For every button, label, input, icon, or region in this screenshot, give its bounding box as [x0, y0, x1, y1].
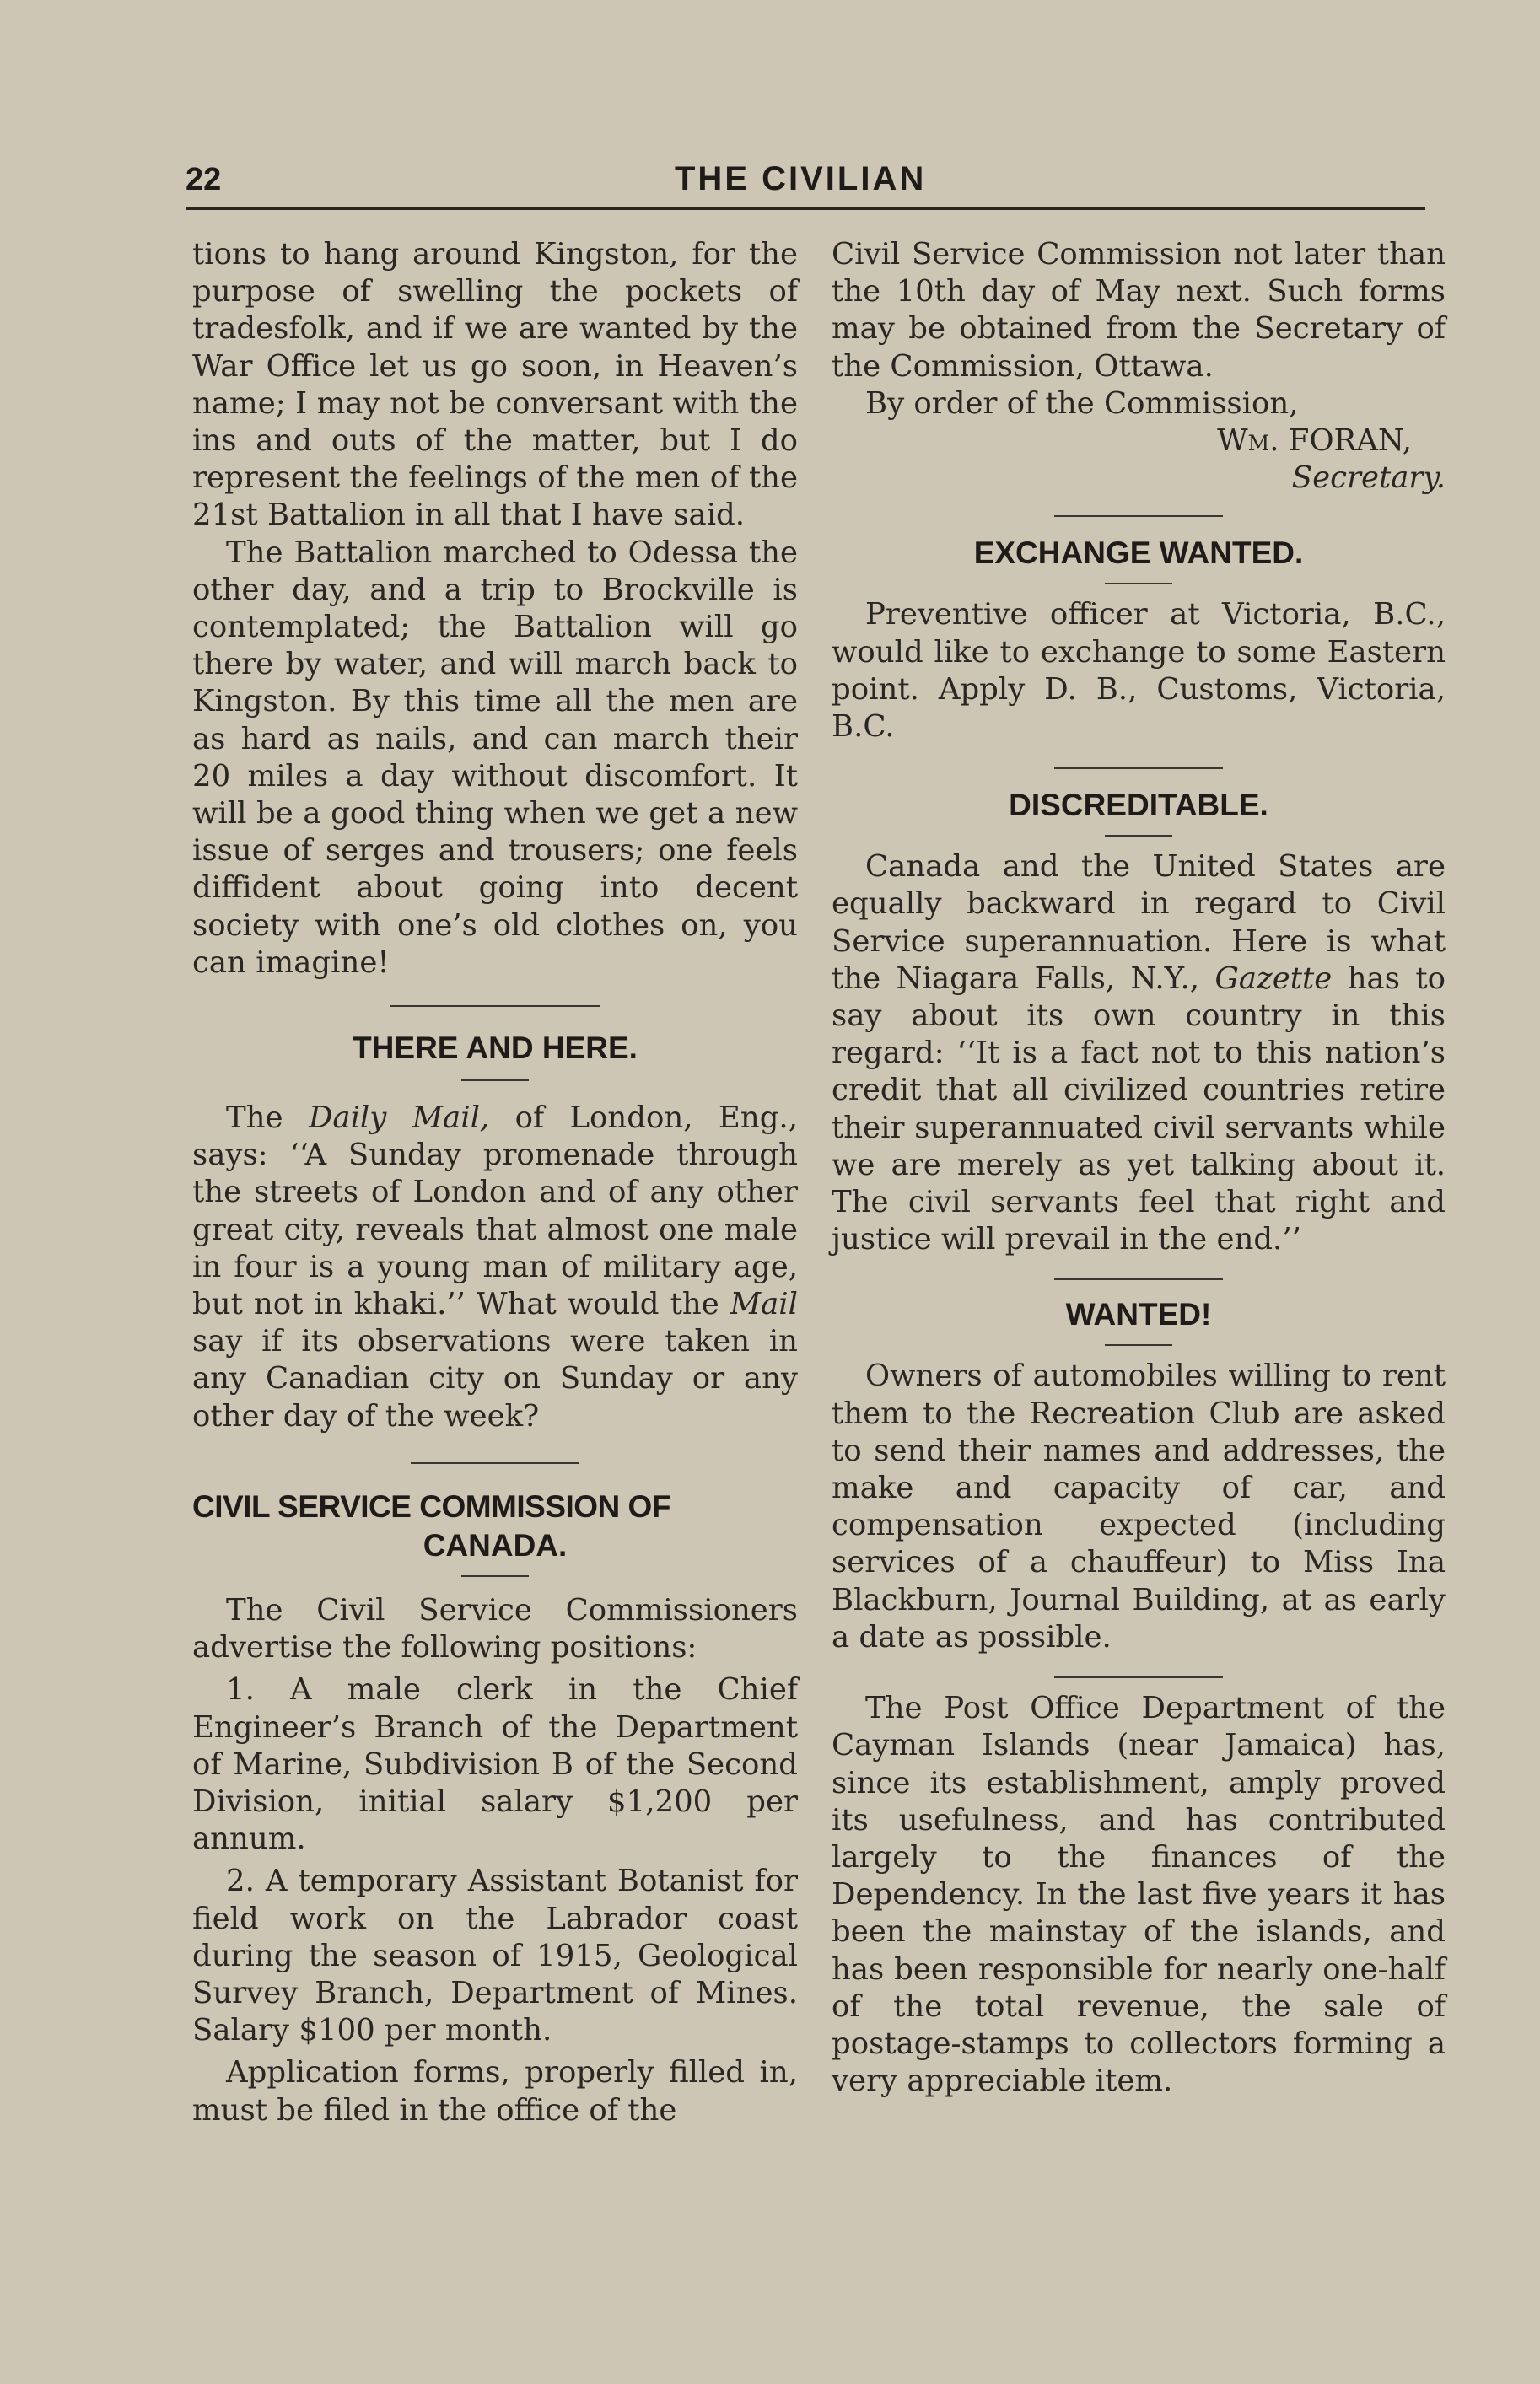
signature-title: Secretary. — [1291, 460, 1446, 496]
heading-underline — [461, 1079, 529, 1081]
by-order-line: By order of the Commission, — [865, 385, 1299, 421]
battalion-paragraph: The Battalion marched to Odessa the other day, and a trip to Brockville is contemplated; the Battalion will go there by water, and will march back to Kingston. By this time all the men are as hard as nails, and can march their 20 miles a day without discomfort. It will be a good thing when we get a new issue of serges and trousers; one feels diffident about going into decent society with one’s old clothes on, you can imagine! — [192, 535, 798, 980]
heading-underline — [461, 1575, 529, 1577]
commission-intro: The Civil Service Commissioners advertise the following positions: — [192, 1592, 798, 1666]
wanted-heading: WANTED! — [1065, 1297, 1212, 1332]
signature-name: Wm. FORAN, — [1217, 423, 1412, 459]
discreditable-paragraph: Canada and the United States are equally backward in regard to Civil Service superannuation. Here is what the Niagara Falls, N.Y., Gazette has to say about its own country in this regard: ‘‘It is a fact not to this nation’s credit that all civilized countries retire their superannuated civil servants while we are merely as yet talking about it. The civil servants feel that right and justice will prevail in the end.’’ — [832, 849, 1446, 1257]
discreditable-heading: DISCREDITABLE. — [1009, 788, 1268, 823]
application-paragraph-start: Application forms, properly filled in, must be filed in the office of the — [192, 2055, 798, 2128]
there-and-here-paragraph: The Daily Mail, of London, Eng., says: ‘‘A Sunday promenade through the streets of London and of any other great city, reveals that almost one male in four is a young man of military age, but not in khaki.’’ What would the Mail say if its observations were taken in any Canadian city on Sunday or any other day of the week? — [192, 1101, 798, 1434]
heading-underline — [1105, 835, 1172, 837]
continuation-paragraph: tions to hang around Kingston, for the purpose of swelling the pockets of tradesfolk, and if we are wanted by the War Office let us go soon, in Heaven’s name; I may not be conversant with the ins and outs of the matter, but I do represent the feelings of the men of the 21st Battalion in all that I have said. — [192, 237, 798, 533]
cayman-paragraph: The Post Office Department of the Cayman Islands (near Jamaica) has, since its establishment, amply proved its usefulness, and has contributed largely to the finances of the Dependency. In the last five years it has been the mainstay of the islands, and has been responsible for nearly one-half of the total revenue, the sale of postage-stamps to collectors forming a very appreciable item. — [832, 1691, 1446, 2099]
commission-heading-line2: CANADA. — [423, 1527, 568, 1563]
running-title: THE CIVILIAN — [675, 160, 927, 197]
page-number: 22 — [186, 162, 222, 197]
gazette-title: Gazette — [1214, 961, 1333, 996]
commission-heading-line1: CIVIL SERVICE COMMISSION OF — [192, 1488, 670, 1524]
right-column — [832, 236, 1446, 2100]
position-item-1: 1. A male clerk in the Chief Engineer’s Branch of the Department of Marine, Subdivision B of the Second Division, initial salary $1,200 per annum. — [192, 1672, 798, 1857]
exchange-wanted-heading: EXCHANGE WANTED. — [973, 535, 1304, 571]
heading-underline — [1105, 1344, 1172, 1346]
section-divider — [1054, 1676, 1223, 1678]
daily-mail-title: Daily Mail, — [308, 1101, 490, 1136]
section-divider — [411, 1462, 579, 1464]
section-divider — [390, 1005, 600, 1007]
section-divider — [1054, 1278, 1223, 1280]
wanted-paragraph: Owners of automobiles willing to rent them to the Recreation Club are asked to send their names and addresses, the make and capacity of car, and compensation expected (including services of a chauffeur) to Miss Ina Blackburn, Journal Building, at as early a date as possible. — [832, 1359, 1446, 1655]
application-paragraph-end: Civil Service Commission not later than the 10th day of May next. Such forms may be obtained from the Secretary of the Commission, Ottawa. — [832, 237, 1446, 384]
left-column — [192, 236, 798, 2129]
header-rule — [186, 207, 1425, 210]
commission-heading — [192, 1488, 798, 1565]
section-divider — [1054, 515, 1223, 517]
position-item-2: 2. A temporary Assistant Botanist for field work on the Labrador coast during the season of 1915, Geological Survey Branch, Department of Mines. Salary $100 per month. — [192, 1864, 798, 2048]
heading-underline — [1105, 583, 1172, 584]
there-and-here-heading: THERE AND HERE. — [353, 1031, 638, 1066]
mail-title: Mail — [730, 1287, 798, 1322]
exchange-wanted-paragraph: Preventive officer at Victoria, B.C., would like to exchange to some Eastern point. Apply D. B., Customs, Victoria, B.C. — [832, 597, 1446, 745]
page-header — [186, 152, 1425, 197]
section-divider — [1054, 767, 1223, 769]
